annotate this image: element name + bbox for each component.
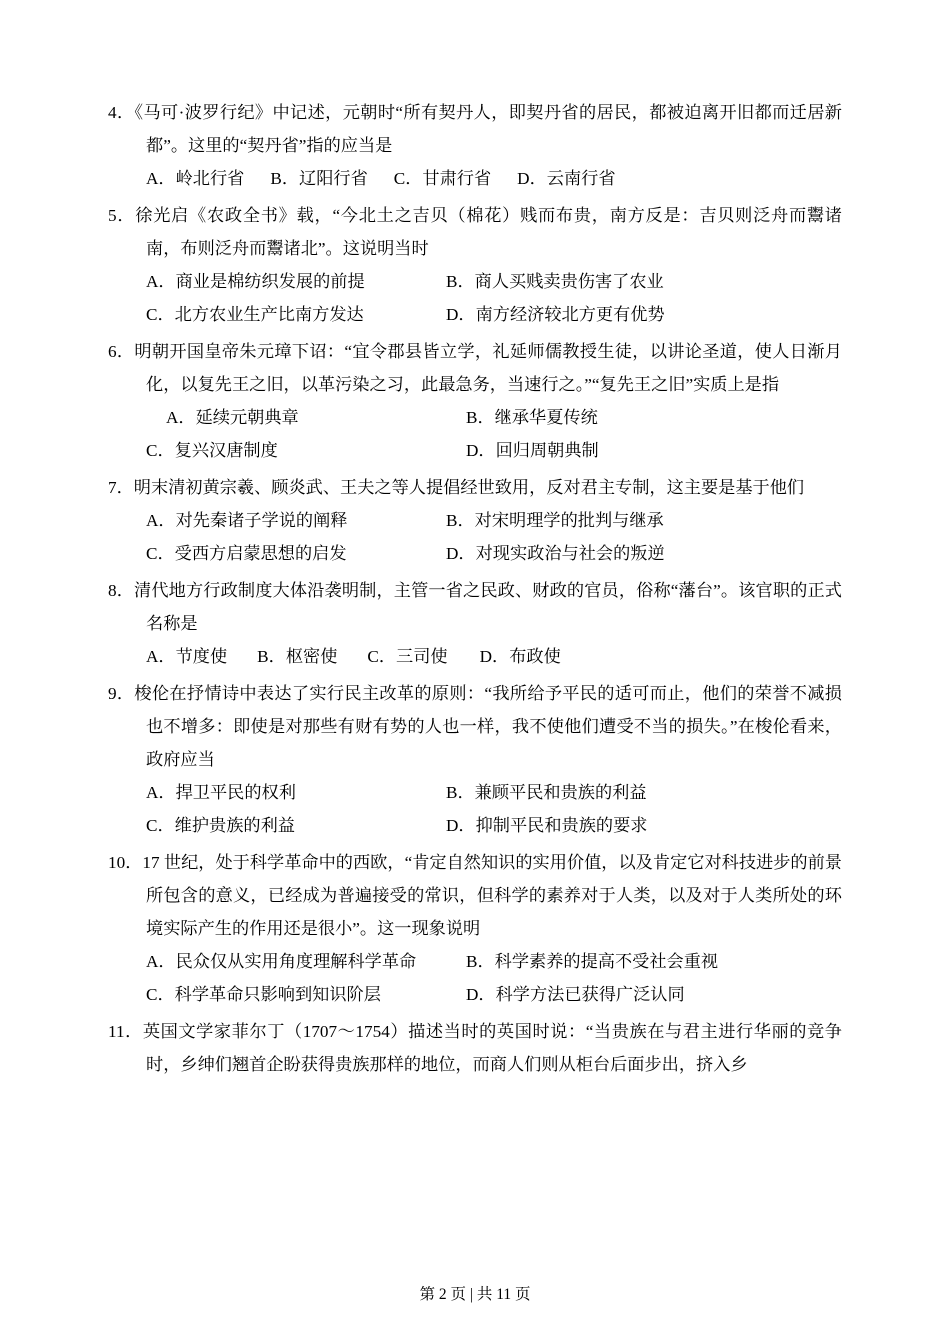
option-d[interactable]: D．科学方法已获得广泛认同 [466, 985, 685, 1004]
question-item [108, 574, 842, 673]
option-b[interactable]: B．科学素养的提高不受社会重视 [466, 952, 719, 971]
option-b[interactable]: B．商人买贱卖贵伤害了农业 [446, 272, 664, 291]
option-b[interactable]: B．兼顾平民和贵族的利益 [446, 783, 647, 802]
question-item [108, 1015, 842, 1081]
option-c[interactable]: C．北方农业生产比南方发达 [146, 305, 364, 324]
question-item [108, 846, 842, 1011]
option-row [108, 401, 842, 434]
question-item [108, 677, 842, 842]
option-d[interactable]: D．云南行省 [517, 169, 616, 188]
option-d[interactable]: D．回归周朝典制 [466, 441, 599, 460]
question-text: 清代地方行政制度大体沿袭明制，主管一省之民政、财政的官员，俗称“藩台”。该官职的正式名称是 [134, 581, 842, 633]
question-item [108, 96, 842, 195]
option-row [108, 978, 842, 1011]
question-text: 《马可·波罗行纪》中记述，元朝时“所有契丹人，即契丹省的居民，都被迫离开旧都而迁居新都”。这里的“契丹省”指的应当是 [134, 103, 842, 155]
option-b[interactable]: B．辽阳行省 [270, 169, 368, 188]
question-text: 17 世纪，处于科学革命中的西欧，“肯定自然知识的实用价值，以及肯定它对科技进步的前景所包含的意义，已经成为普遍接受的常识，但科学的素养对于人类，以及对于人类所处的环境实际产生的作用还是很小”。这一现象说明 [142, 853, 842, 938]
option-d[interactable]: D．对现实政治与社会的叛逆 [446, 544, 665, 563]
option-row [108, 945, 842, 978]
question-number: 8． [108, 581, 135, 600]
option-a[interactable]: A．捍卫平民的权利 [146, 783, 296, 802]
question-item [108, 471, 842, 570]
option-a[interactable]: A．节度使 [146, 647, 228, 666]
option-c[interactable]: C．甘肃行省 [393, 169, 492, 188]
option-row [108, 504, 842, 537]
option-c[interactable]: C．复兴汉唐制度 [146, 441, 278, 460]
question-stem [108, 335, 842, 401]
question-text: 明末清初黄宗羲、顾炎武、王夫之等人提倡经世致用，反对君主专制，这主要是基于他们 [133, 478, 805, 497]
question-stem [108, 1015, 842, 1081]
question-stem [108, 677, 842, 776]
question-number: 7． [108, 478, 134, 497]
option-a[interactable]: A．延续元朝典章 [166, 408, 299, 427]
question-stem [108, 471, 842, 504]
question-stem [108, 846, 842, 945]
question-text: 明朝开国皇帝朱元璋下诏：“宜令郡县皆立学，礼延师儒教授生徒，以讲论圣道，使人日渐月化，以复先王之旧，以革污染之习，此最急务，当速行之。”“复先王之旧”实质上是指 [134, 342, 842, 394]
question-number: 5． [108, 206, 136, 225]
question-number: 10． [108, 853, 143, 872]
option-a[interactable]: A．商业是棉纺织发展的前提 [146, 272, 365, 291]
option-b[interactable]: B．枢密使 [257, 647, 338, 666]
question-text: 英国文学家菲尔丁（1707～1754）描述当时的英国时说：“当贵族在与君主进行华丽的竞争时，乡绅们翘首企盼获得贵族那样的地位，而商人们则从柜台后面步出，挤入乡 [142, 1022, 842, 1074]
question-number: 11． [108, 1022, 143, 1041]
question-number: 9． [108, 684, 135, 703]
option-d[interactable]: D．抑制平民和贵族的要求 [446, 816, 648, 835]
option-row [108, 809, 842, 842]
page-footer: 第 2 页 | 共 11 页 [419, 1286, 531, 1303]
question-stem [108, 96, 842, 162]
option-a[interactable]: A．民众仅从实用角度理解科学革命 [146, 952, 417, 971]
question-number: 6． [108, 342, 135, 361]
option-c[interactable]: C．科学革命只影响到知识阶层 [146, 985, 381, 1004]
option-b[interactable]: B．对宋明理学的批判与继承 [446, 511, 664, 530]
option-row [108, 265, 842, 298]
question-number: 4． [108, 103, 135, 122]
option-a[interactable]: A．岭北行省 [146, 169, 245, 188]
option-row [108, 776, 842, 809]
option-row [108, 434, 842, 467]
option-c[interactable]: C．三司使 [367, 647, 448, 666]
option-b[interactable]: B．继承华夏传统 [466, 408, 598, 427]
option-c[interactable]: C．受西方启蒙思想的启发 [146, 544, 347, 563]
question-stem [108, 574, 842, 640]
question-item [108, 335, 842, 467]
option-row [108, 162, 842, 195]
option-row [108, 298, 842, 331]
option-row [108, 640, 842, 673]
option-a[interactable]: A．对先秦诸子学说的阐释 [146, 511, 348, 530]
question-stem [108, 199, 842, 265]
question-item [108, 199, 842, 331]
option-d[interactable]: D．布政使 [479, 647, 561, 666]
option-c[interactable]: C．维护贵族的利益 [146, 816, 295, 835]
question-text: 徐光启《农政全书》载，“今北土之吉贝（棉花）贱而布贵，南方反是：吉贝则泛舟而鬻诸南，布则泛舟而鬻诸北”。这说明当时 [135, 206, 842, 258]
option-row [108, 537, 842, 570]
question-text: 梭伦在抒情诗中表达了实行民主改革的原则：“我所给予平民的适可而止，他们的荣誉不减损也不增多：即使是对那些有财有势的人也一样，我不使他们遭受不当的损失。”在梭伦看来，政府应当 [134, 684, 842, 769]
option-d[interactable]: D．南方经济较北方更有优势 [446, 305, 665, 324]
